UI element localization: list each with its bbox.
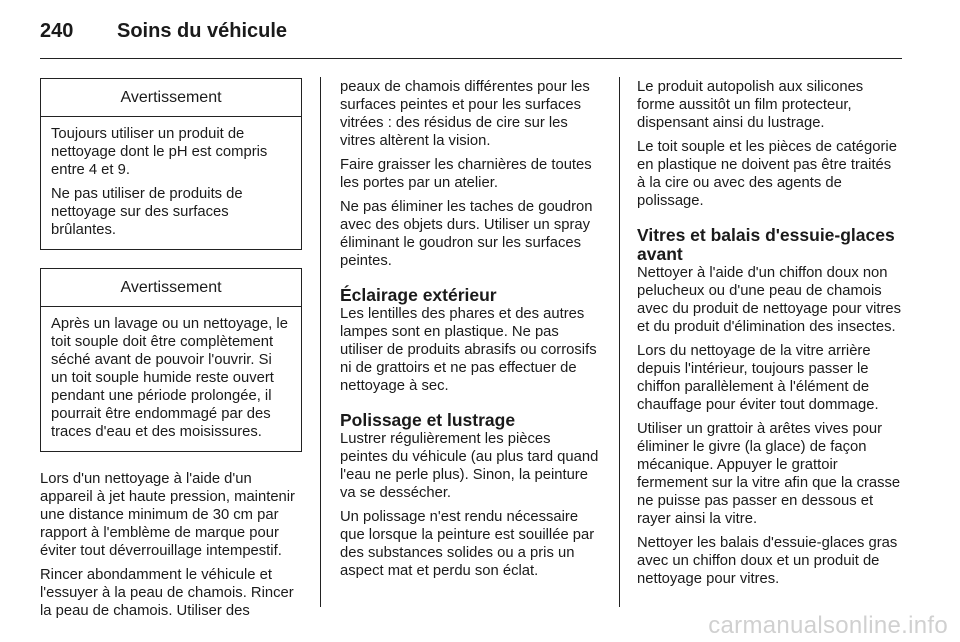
- body-paragraph: Lustrer régulièrement les pièces peintes du véhicule (au plus tard quand l'eau ne perle plus). Sinon, la peinture va se dessécher.: [340, 431, 599, 501]
- page-title: Soins du véhicule: [117, 20, 288, 42]
- warning-text: Après un lavage ou un nettoyage, le toit souple doit être complètement séché avant de pouvoir l'ouvrir. Si un toit souple humide reste ouvert pendant une période prolongée, il pourrait être endommagé par des traces d'eau et des moisissures.: [51, 316, 288, 440]
- body-paragraph: Utiliser un grattoir à arêtes vives pour éliminer le givre (la glace) de façon mécanique. Appuyer le grattoir fermement sur la vitre afin que la crasse ne puisse pas passer en dessous et rayer ainsi la vitre.: [637, 421, 901, 527]
- body-paragraph: Rincer abondamment le véhicule et l'essuyer à la peau de chamois. Rincer la peau de chamois. Utiliser des: [40, 567, 294, 619]
- body-paragraph: Nettoyer les balais d'essuie-glaces gras avec un chiffon doux et un produit de nettoyage pour vitres.: [637, 535, 898, 587]
- section-heading-exterior-lighting: Éclairage extérieur: [340, 285, 497, 305]
- body-paragraph: peaux de chamois différentes pour les surfaces peintes et pour les surfaces vitrées : des résidus de cire sur les vitres altèrent la vision.: [340, 79, 590, 149]
- body-paragraph: Lors du nettoyage de la vitre arrière depuis l'intérieur, toujours passer le chiffon parallèlement à l'élément de chauffage pour éviter tout dommage.: [637, 343, 879, 413]
- body-paragraph: Faire graisser les charnières de toutes les portes par un atelier.: [340, 157, 592, 191]
- column-divider-1: [320, 77, 321, 607]
- body-paragraph: Le produit autopolish aux silicones forme aussitôt un film protecteur, dispensant ainsi du lustrage.: [637, 79, 864, 131]
- body-paragraph: Les lentilles des phares et des autres lampes sont en plastique. Ne pas utiliser de produits abrasifs ou corrosifs ni de grattoirs et ne pas effectuer de nettoyage à sec.: [340, 306, 597, 394]
- warning-box-soft-top: [40, 268, 302, 452]
- section-heading-polishing: Polissage et lustrage: [340, 410, 516, 430]
- warning-box-ph: [40, 78, 302, 250]
- column-3: [637, 78, 903, 594]
- body-paragraph: Ne pas éliminer les taches de goudron avec des objets durs. Utiliser un spray éliminant le goudron sur les surfaces peintes.: [340, 199, 593, 269]
- warning-heading: Avertissement: [41, 79, 301, 117]
- header-rule: [40, 58, 902, 59]
- body-paragraph: Nettoyer à l'aide d'un chiffon doux non pelucheux ou d'une peau de chamois avec du produit de nettoyage pour vitres et du produit d'élimination des insectes.: [637, 265, 902, 335]
- warning-text: Ne pas utiliser de produits de nettoyage sur des surfaces brûlantes.: [51, 186, 243, 238]
- column-2: [340, 78, 602, 586]
- body-paragraph: Le toit souple et les pièces de catégorie en plastique ne doivent pas être traités à la cire ou avec des agents de polissage.: [637, 139, 897, 209]
- column-1: [40, 78, 302, 626]
- watermark: carmanualsonline.info: [708, 612, 948, 639]
- body-paragraph: Lors d'un nettoyage à l'aide d'un appareil à jet haute pression, maintenir une distance minimum de 30 cm par rapport à l'emblème de marque pour éviter tout déverrouillage intempestif.: [40, 471, 295, 559]
- warning-text: Toujours utiliser un produit de nettoyage dont le pH est compris entre 4 et 9.: [51, 126, 268, 178]
- warning-heading: Avertissement: [41, 269, 301, 307]
- column-divider-2: [619, 77, 620, 607]
- section-heading-windows-wipers: Vitres et balais d'essuie-glaces avant: [637, 225, 895, 264]
- page-number: 240: [40, 20, 74, 42]
- body-paragraph: Un polissage n'est rendu nécessaire que lorsque la peinture est souillée par des substances solides ou a pris un aspect mat et perdu son éclat.: [340, 509, 595, 579]
